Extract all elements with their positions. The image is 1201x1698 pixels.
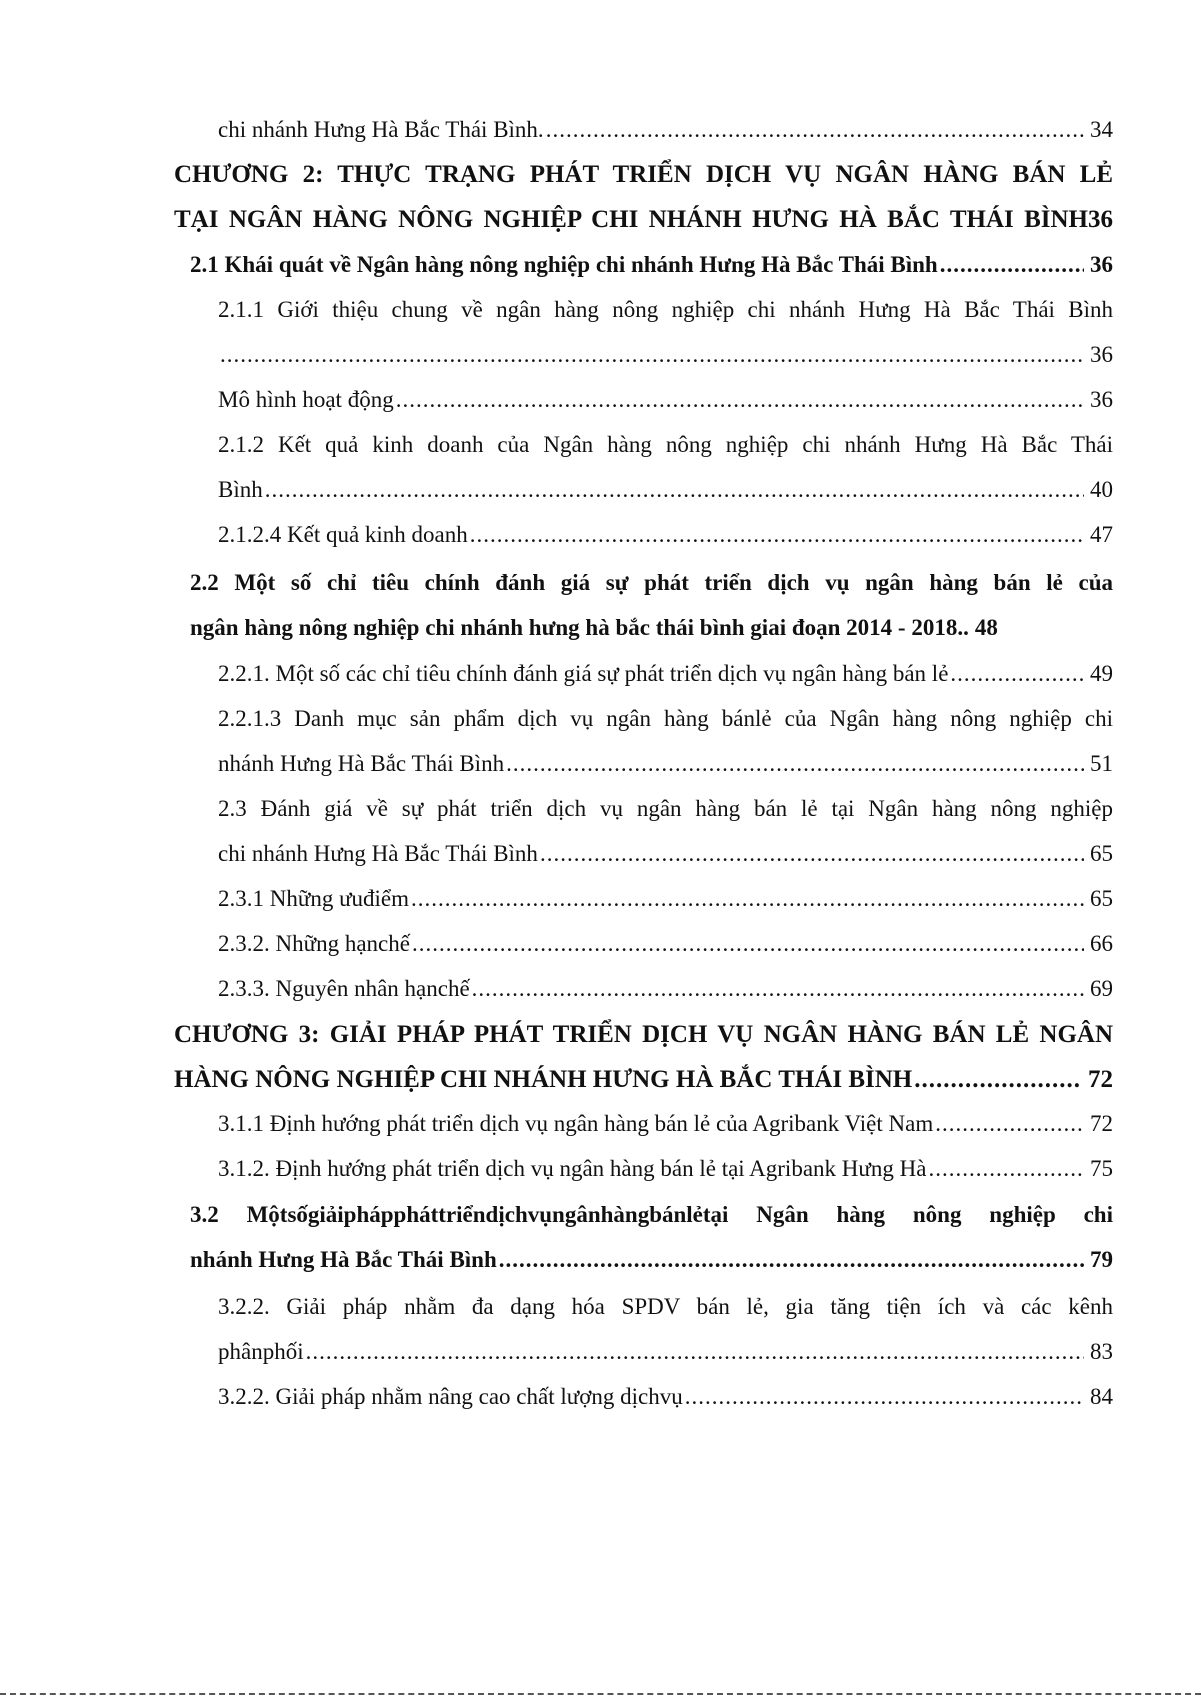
toc-leader-dots (412, 921, 1084, 967)
toc-entry-page: 49 (1090, 661, 1113, 686)
chapter-heading-text: CHƯƠNG 2: THỰC TRẠNG PHÁT TRIỂN DỊCH VỤ NGÂN HÀNG BÁN LẺ (174, 161, 1113, 188)
chapter-heading-line (0, 197, 1201, 243)
page-bottom-rule (0, 1693, 1201, 1697)
toc-entry (0, 467, 1201, 513)
toc-entry-text: 2.2.1.3 Danh mục sản phẩm dịch vụ ngân hàng bánlẻ của Ngân hàng nông nghiệp chi (218, 706, 1113, 731)
toc-entry-page: 48 (974, 615, 998, 640)
toc-entry-text: 2.3.1 Những ưuđiểm (218, 886, 410, 911)
toc-leader-dots (411, 876, 1084, 922)
toc-entry-text: 3.2 Mộtsốgiảipháppháttriểndịchvụngânhàngbánlẻtại Ngân hàng nông nghiệp chi (190, 1202, 1113, 1227)
toc-entry-text: nhánh Hưng Hà Bắc Thái Bình (190, 1247, 497, 1272)
toc-entry-text: 2.1.2.4 Kết quả kinh doanh (218, 522, 468, 547)
toc-entry-page: 84 (1090, 1384, 1113, 1409)
toc-leader-dots (685, 1374, 1084, 1420)
toc-entry-page: 83 (1090, 1339, 1113, 1364)
toc-leader-dots (506, 741, 1084, 787)
toc-entry-text: 2.3.2. Những hạnchế (218, 931, 410, 956)
toc-entry-text: ngân hàng nông nghiệp chi nhánh hưng hà bắc thái bình giai đoạn 2014 - 2018.. (190, 615, 969, 640)
toc-entry (0, 1101, 1201, 1147)
toc-entry-text: 2.3 Đánh giá về sự phát triển dịch vụ ngân hàng bán lẻ tại Ngân hàng nông nghiệp (218, 796, 1113, 821)
toc-entry-page: 79 (1090, 1247, 1113, 1272)
toc-entry-text: chi nhánh Hưng Hà Bắc Thái Bình (218, 841, 538, 866)
toc-entry (0, 651, 1201, 697)
toc-entry (0, 876, 1201, 922)
toc-entry (0, 1374, 1201, 1420)
toc-entry (0, 377, 1201, 423)
toc-entry-text: 3.2.2. Giải pháp nhằm nâng cao chất lượng dịchvụ (218, 1384, 683, 1409)
toc-leader-dots (950, 651, 1084, 697)
toc-entry-page: 65 (1090, 886, 1113, 911)
toc-entry (0, 1192, 1201, 1238)
toc-entry (0, 921, 1201, 967)
toc-entry-text: Bình (218, 477, 263, 502)
toc-entry-text: chi nhánh Hưng Hà Bắc Thái Bình. (218, 117, 544, 142)
toc-leader-dots (472, 966, 1084, 1012)
toc-entry-page: 72 (1088, 1066, 1113, 1093)
toc-entry (0, 560, 1201, 606)
toc-entry-page: 36 (1090, 252, 1113, 277)
chapter-heading-line (0, 1057, 1201, 1103)
toc-entry-page: 72 (1090, 1111, 1113, 1136)
toc-entry (0, 696, 1201, 742)
toc-entry-text: 3.1.1 Định hướng phát triển dịch vụ ngân hàng bán lẻ của Agribank Việt Nam (218, 1111, 934, 1136)
toc-entry (0, 1284, 1201, 1330)
toc-leader-dots (546, 107, 1084, 153)
toc-entry (0, 741, 1201, 787)
chapter-heading-line (0, 152, 1201, 198)
toc-entry (0, 1146, 1201, 1192)
toc-entry-text: nhánh Hưng Hà Bắc Thái Bình (218, 751, 505, 776)
toc-entry (0, 1329, 1201, 1375)
toc-leader-dots (940, 242, 1084, 288)
chapter-heading-text: TẠI NGÂN HÀNG NÔNG NGHIỆP CHI NHÁNH HƯNG HÀ BẮC THÁI BÌNH36 (174, 206, 1113, 233)
toc-entry (0, 332, 1201, 378)
toc-leader-dots (396, 377, 1084, 423)
toc-entry (0, 966, 1201, 1012)
toc-leader-dots (470, 512, 1084, 558)
toc-leader-dots (499, 1237, 1084, 1283)
toc-leader-dots (306, 1329, 1084, 1375)
toc-entry (0, 287, 1201, 333)
toc-entry (0, 422, 1201, 468)
toc-entry-text: 2.3.3. Nguyên nhân hạnchế (218, 976, 470, 1001)
toc-entry-text: 2.1.2 Kết quả kinh doanh của Ngân hàng nông nghiệp chi nhánh Hưng Hà Bắc Thái (218, 432, 1113, 457)
toc-entry-page: 75 (1090, 1156, 1113, 1181)
toc-entry-text: phânphối (218, 1339, 304, 1364)
toc-entry-text: 2.1 Khái quát về Ngân hàng nông nghiệp chi nhánh Hưng Hà Bắc Thái Bình (190, 252, 938, 277)
toc-entry-page: 47 (1090, 522, 1113, 547)
toc-entry (0, 605, 1201, 651)
toc-leader-dots (540, 831, 1084, 877)
toc-entry-page: 66 (1090, 931, 1113, 956)
toc-entry (0, 1237, 1201, 1283)
toc-entry-text: 3.2.2. Giải pháp nhằm đa dạng hóa SPDV bán lẻ, gia tăng tiện ích và các kênh (218, 1294, 1113, 1319)
toc-entry (0, 831, 1201, 877)
toc-entry-page: 69 (1090, 976, 1113, 1001)
toc-leader-dots (935, 1101, 1084, 1147)
toc-entry-text: 2.2.1. Một số các chỉ tiêu chính đánh giá sự phát triển dịch vụ ngân hàng bán lẻ (218, 661, 949, 686)
toc-entry-text: Mô hình hoạt động (218, 387, 394, 412)
toc-entry-text: 2.1.1 Giới thiệu chung về ngân hàng nông nghiệp chi nhánh Hưng Hà Bắc Thái Bình (218, 297, 1113, 322)
toc-entry-page: 36 (1090, 387, 1113, 412)
toc-entry-page: 51 (1090, 751, 1113, 776)
toc-leader-dots (914, 1057, 1082, 1103)
toc-entry-page: 36 (1090, 342, 1113, 367)
toc-entry-page: 40 (1090, 477, 1113, 502)
toc-entry-text: 2.2 Một số chỉ tiêu chính đánh giá sự phát triển dịch vụ ngân hàng bán lẻ của (190, 570, 1113, 595)
toc-leader-dots (928, 1146, 1084, 1192)
chapter-heading-text: CHƯƠNG 3: GIẢI PHÁP PHÁT TRIỂN DỊCH VỤ NGÂN HÀNG BÁN LẺ NGÂN (174, 1021, 1113, 1048)
toc-entry (0, 242, 1201, 288)
toc-entry-text: 3.1.2. Định hướng phát triển dịch vụ ngân hàng bán lẻ tại Agribank Hưng Hà (218, 1156, 927, 1181)
chapter-heading-line (0, 1012, 1201, 1058)
toc-entry (0, 107, 1201, 153)
toc-entry (0, 786, 1201, 832)
toc-entry-page: 65 (1090, 841, 1113, 866)
toc-entry (0, 512, 1201, 558)
toc-leader-dots (220, 332, 1084, 378)
toc-leader-dots (265, 467, 1084, 513)
chapter-heading-text: HÀNG NÔNG NGHIỆP CHI NHÁNH HƯNG HÀ BẮC THÁI BÌNH (174, 1066, 913, 1093)
toc-entry-page: 34 (1090, 117, 1113, 142)
